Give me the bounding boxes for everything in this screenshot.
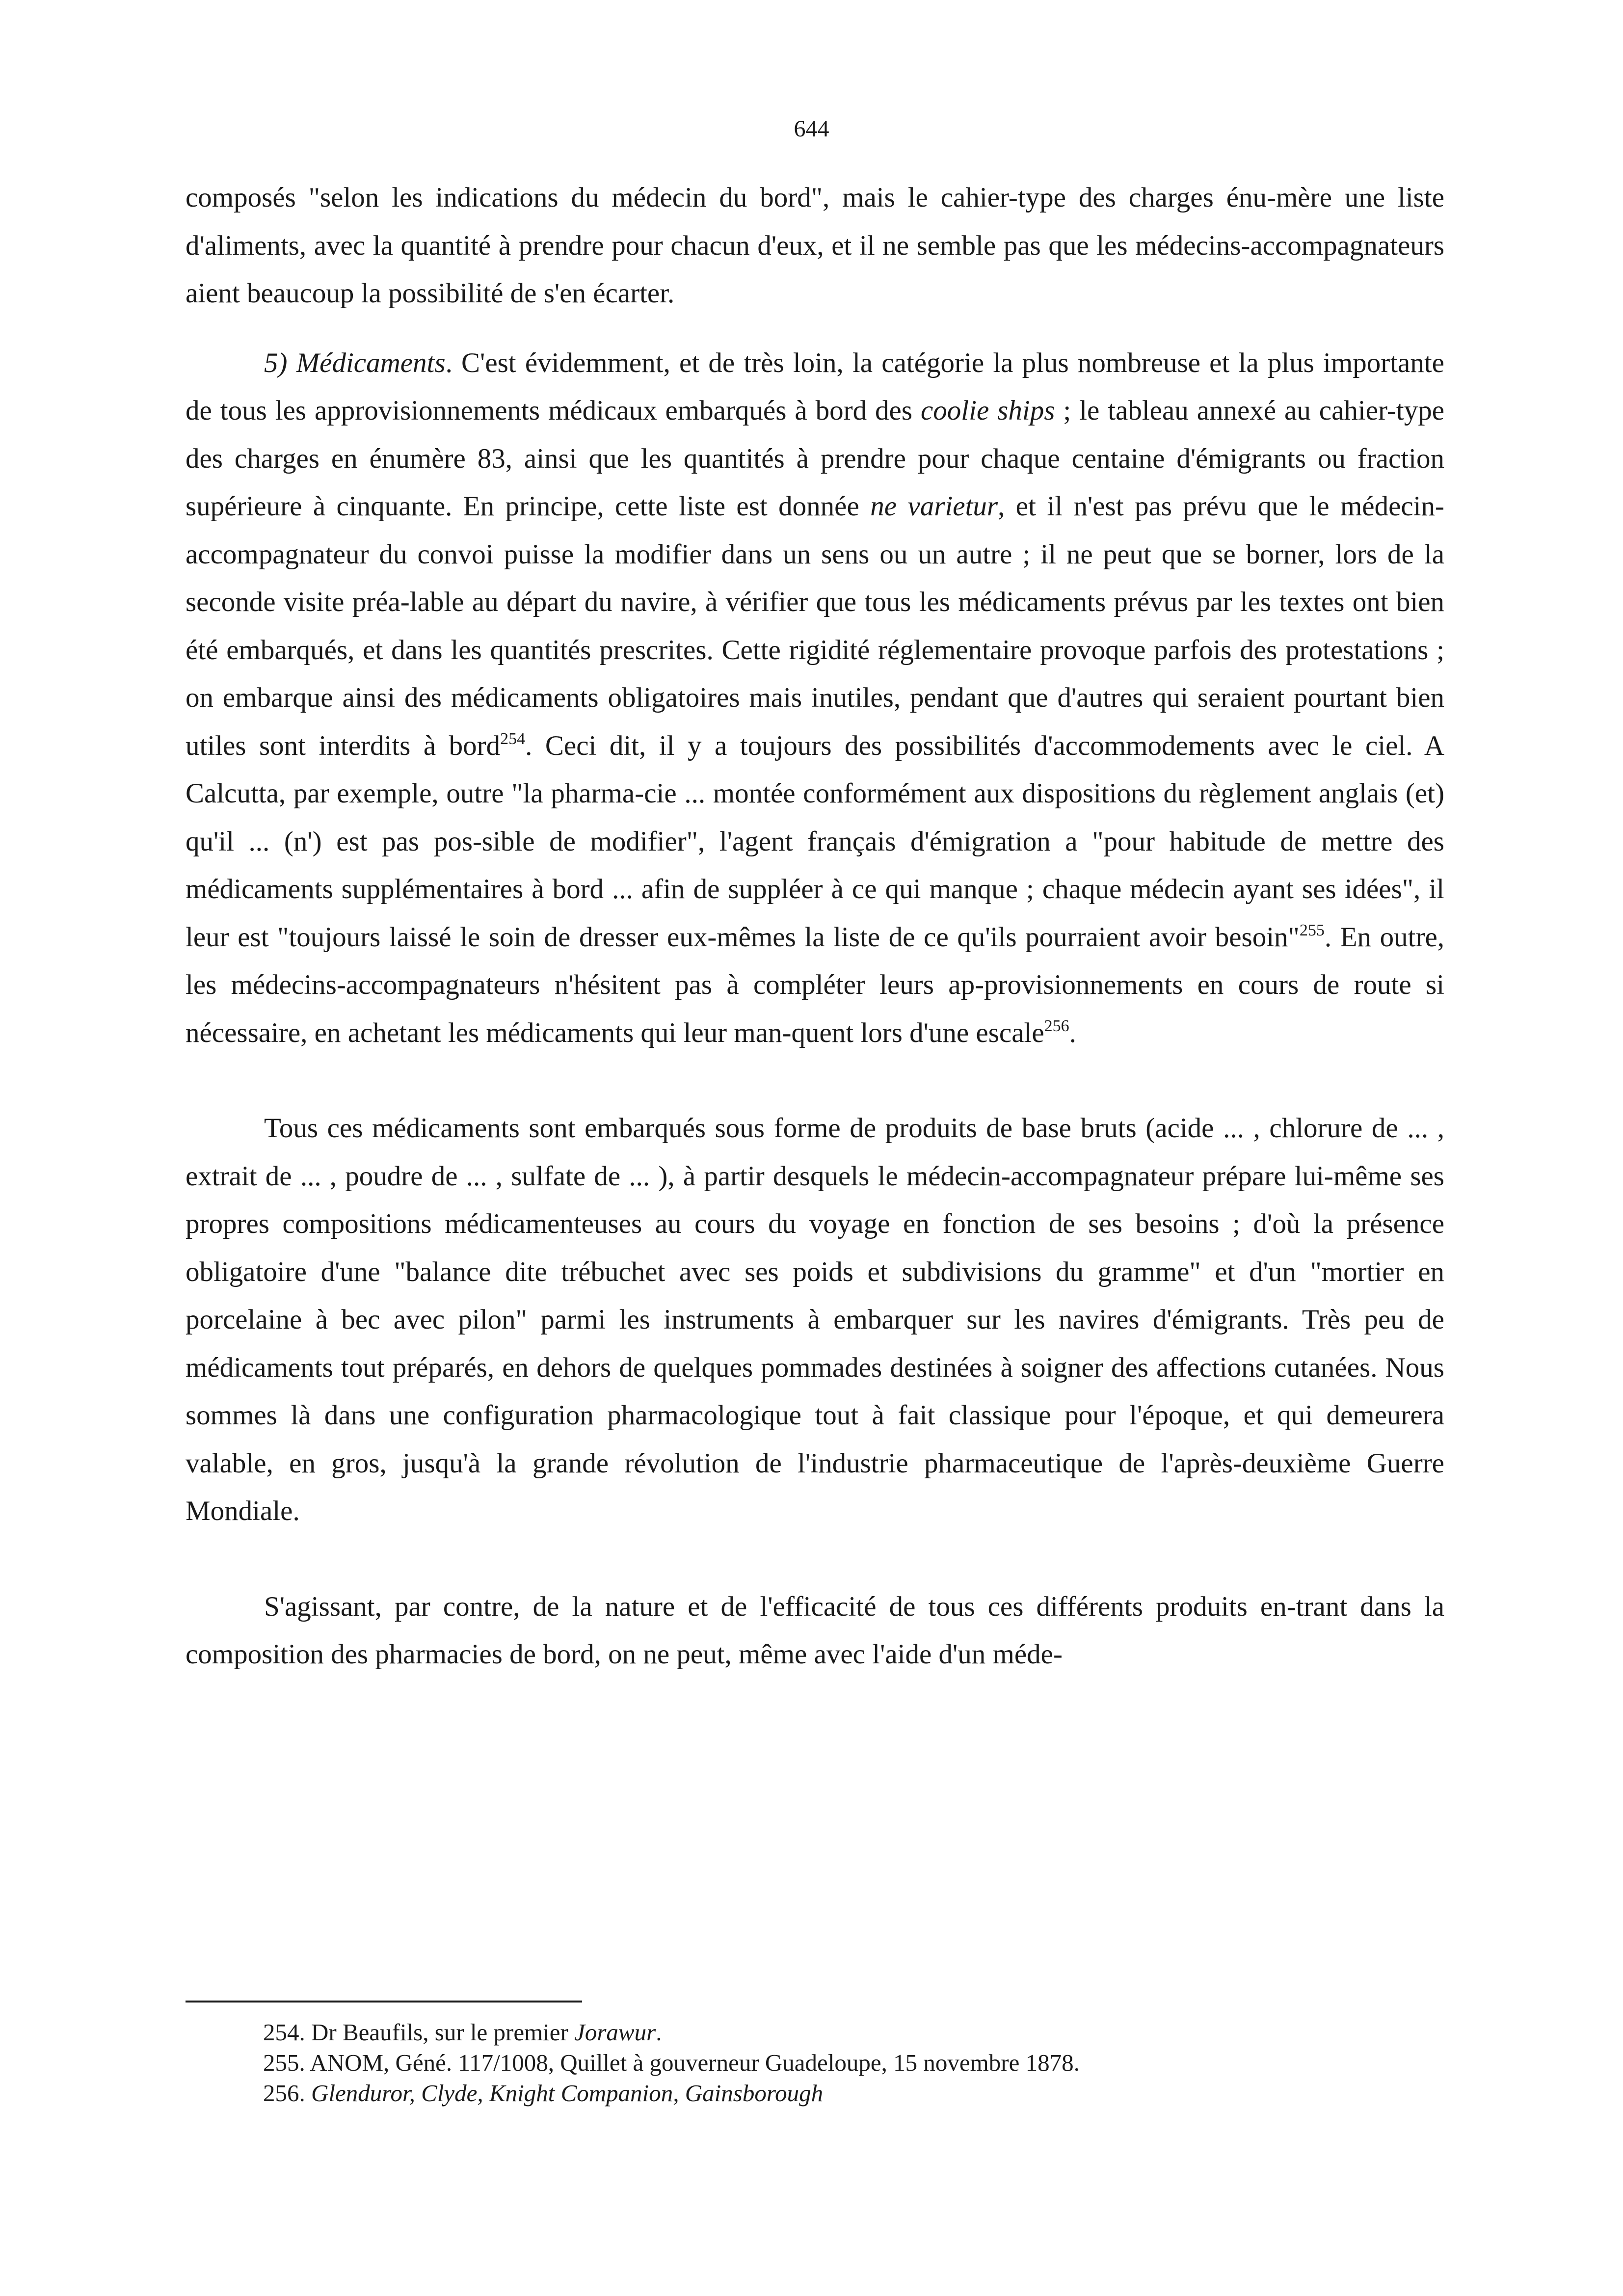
paragraph: [186, 1583, 1444, 1679]
footnote-separator: [186, 2001, 582, 2002]
paragraph-text: ; le tableau annexé au cahier-type des charges en énumère 83, ainsi que les quantités à prendre pour chaque centaine d'émigrants ou fraction supérieure à cinquante. En principe, cette liste est donnée: [186, 395, 1444, 522]
footnote-text: .: [656, 2019, 662, 2046]
footnote: [263, 2017, 1441, 2048]
page-number: 644: [794, 116, 829, 142]
paragraph-text: . En outre, les médecins-accompagnateurs n'hésitent pas à compléter leurs ap-provisionnements en cours de route si nécessaire, en achetant les médicaments qui leur man-quent lors d'une escale: [186, 921, 1445, 1048]
footnote-text: 255. ANOM, Géné. 117/1008, Quillet à gouverneur Guadeloupe, 15 novembre 1878.: [263, 2049, 1080, 2076]
paragraph-text: S'agissant, par contre, de la nature et de l'efficacité de tous ces différents produits en-trant dans la composition des pharmacies de bord, on ne peut, même avec l'aide d'un méde-: [186, 1591, 1444, 1670]
paragraph-spacer: [186, 318, 1444, 339]
paragraph: [186, 1104, 1444, 1535]
paragraph-text: .: [1069, 1017, 1076, 1048]
paragraph-text: . C'est évidemment, et de très loin, la catégorie la plus nombreuse et la plus importante de tous les approvisionnements médicaux embarqués à bord des: [186, 347, 1444, 426]
footnote-text: 256.: [263, 2080, 311, 2107]
footnote-italic-text: Glenduror, Clyde, Knight Companion, Gainsborough: [311, 2080, 824, 2107]
paragraph: [186, 339, 1444, 1057]
paragraph: [186, 174, 1444, 318]
paragraph-spacer: [186, 1057, 1444, 1104]
footnote: [263, 2048, 1441, 2078]
paragraph-text: Tous ces médicaments sont embarqués sous forme de produits de base bruts (acide ... , chlorure de ... , extrait de ... , poudre de ... , sulfate de ... ), à partir desquels le médecin-accompagnateur prépare lui-même ses propres compositions médicamenteuses au cours du voyage en fonction de ses besoins ; d'où la présence obligatoire d'une "balance dite trébuchet avec ses poids et subdivisions du gramme" et d'un "mortier en porcelaine à bec avec pilon" parmi les instruments à embarquer sur les navires d'émigrants. Très peu de médicaments tout préparés, en dehors de quelques pommades destinées à soigner des affections cutanées. Nous sommes là dans une configuration pharmacologique tout à fait classique pour l'époque, et qui demeurera valable, en gros, jusqu'à la grande révolution de l'industrie pharmaceutique de l'après-deuxième Guerre Mondiale.: [186, 1113, 1444, 1526]
paragraph-spacer: [186, 1535, 1444, 1583]
paragraph-italic-text: ne varietur: [870, 491, 998, 522]
footnote-reference: 255: [1299, 921, 1325, 939]
footnote-reference: 254: [500, 729, 526, 748]
footnote-text: 254. Dr Beaufils, sur le premier: [263, 2019, 575, 2046]
paragraph-text: composés "selon les indications du médecin du bord", mais le cahier-type des charges énu-mère une liste d'aliments, avec la quantité à prendre pour chacun d'eux, et il ne semble pas que les médecins-accompagnateurs aient beaucoup la possibilité de s'en écarter.: [186, 182, 1444, 309]
paragraph-italic-text: 5) Médicaments: [264, 347, 446, 378]
footnote-reference: 256: [1044, 1016, 1069, 1035]
footnotes: [263, 2017, 1441, 2109]
paragraph-italic-text: coolie ships: [920, 395, 1055, 426]
paragraph-text: . Ceci dit, il y a toujours des possibilités d'accommodements avec le ciel. A Calcutta, par exemple, outre "la pharma-cie ... montée conformément aux dispositions du règlement anglais (et) qu'il ... (n') est pas pos-sible de modifier", l'agent français d'émigration a "pour habitude de mettre des médicaments supplémentaires à bord ... afin de suppléer à ce qui manque ; chaque médecin ayant ses idées", il leur est "toujours laissé le soin de dresser eux-mêmes la liste de ce qu'ils pourraient avoir besoin": [186, 730, 1444, 953]
body-text: [186, 174, 1444, 1679]
footnote-italic-text: Jorawur: [574, 2019, 656, 2046]
paragraph-text: , et il n'est pas prévu que le médecin-accompagnateur du convoi puisse la modifier dans un sens ou un autre ; il ne peut que se borner, lors de la seconde visite préa-lable au départ du navire, à vérifier que tous les médicaments prévus par les textes ont bien été embarqués, et dans les quantités prescrites. Cette rigidité réglementaire provoque parfois des protestations ; on embarque ainsi des médicaments obligatoires mais inutiles, pendant que d'autres qui seraient pourtant bien utiles sont interdits à bord: [186, 491, 1444, 761]
footnote: [263, 2078, 1441, 2109]
